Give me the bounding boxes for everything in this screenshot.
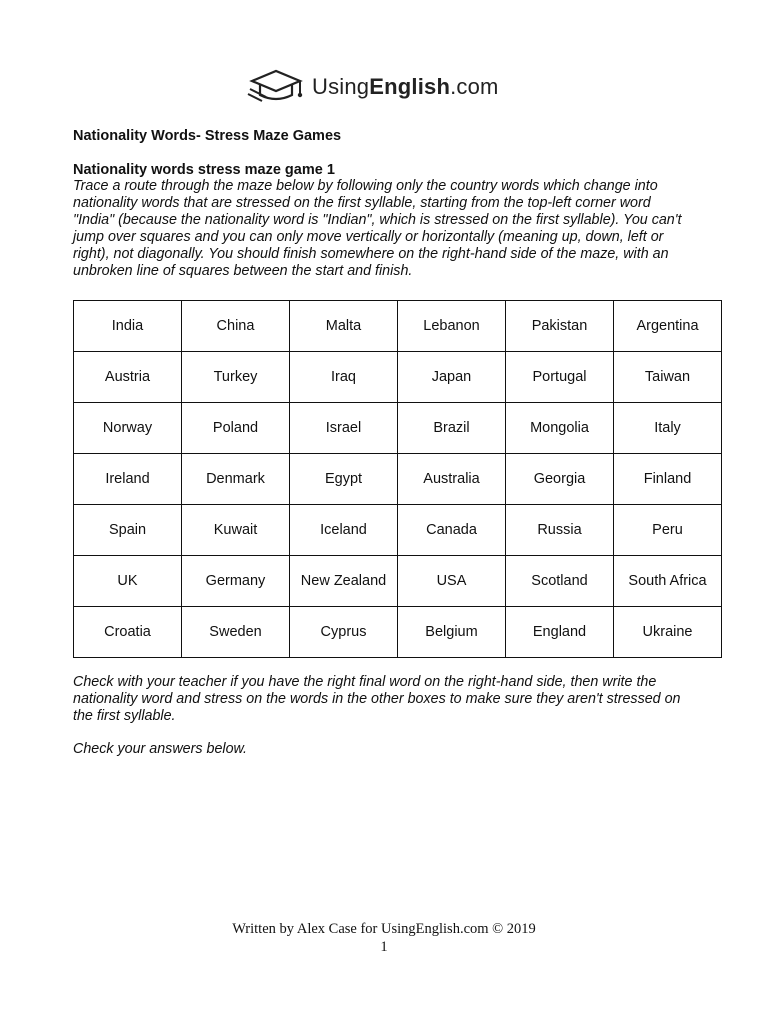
document-title: Nationality Words- Stress Maze Games xyxy=(73,128,342,144)
site-logo xyxy=(246,64,536,110)
maze-cell: Germany xyxy=(182,556,290,607)
maze-cell: Russia xyxy=(506,505,614,556)
maze-cell: Pakistan xyxy=(506,301,614,352)
follow-up-instructions xyxy=(73,674,695,758)
maze-cell: Peru xyxy=(614,505,722,556)
maze-cell: Iraq xyxy=(290,352,398,403)
document-header xyxy=(73,128,695,280)
maze-cell: Argentina xyxy=(614,301,722,352)
page-footer xyxy=(0,920,768,956)
check-teacher-text: Check with your teacher if you have the right final word on the right-hand side, then write the nationality word and stress on the words in the other boxes to make sure they aren't stressed on the first syllable. xyxy=(73,674,681,724)
maze-cell: Israel xyxy=(290,403,398,454)
maze-row xyxy=(74,505,722,556)
maze-cell: Croatia xyxy=(74,607,182,658)
maze-cell: England xyxy=(506,607,614,658)
maze-cell: Spain xyxy=(74,505,182,556)
maze-cell: Australia xyxy=(398,454,506,505)
game-title: Nationality words stress maze game 1 xyxy=(73,162,335,178)
maze-cell: India xyxy=(74,301,182,352)
check-answers-text: Check your answers below. xyxy=(73,741,248,757)
instructions-text: Trace a route through the maze below by following only the country words which change into nationality words that are stressed on the first syllable, starting from the top-left corner word "India" (because the nationality word is "Indian", which is stressed on the first syllable). You can't jump over squares and you can only move vertically or horizontally (meaning up, down, left or right), not diagonally. You should finish somewhere on the right-hand side of the maze, with an unbroken line of squares between the start and finish. xyxy=(73,178,682,279)
maze-row xyxy=(74,556,722,607)
maze-cell: Poland xyxy=(182,403,290,454)
logo-text: UsingEnglish.com xyxy=(312,74,499,99)
maze-cell: Belgium xyxy=(398,607,506,658)
maze-cell: China xyxy=(182,301,290,352)
maze-cell: Ireland xyxy=(74,454,182,505)
maze-row xyxy=(74,403,722,454)
maze-cell: Egypt xyxy=(290,454,398,505)
maze-row xyxy=(74,301,722,352)
maze-cell: Sweden xyxy=(182,607,290,658)
graduation-cap-icon xyxy=(246,67,306,107)
maze-cell: Norway xyxy=(74,403,182,454)
maze-cell: Ukraine xyxy=(614,607,722,658)
page-number: 1 xyxy=(380,939,388,955)
maze-row xyxy=(74,607,722,658)
maze-cell: Turkey xyxy=(182,352,290,403)
author-credit: Written by Alex Case for UsingEnglish.com © 2019 xyxy=(232,921,536,937)
stress-maze-table xyxy=(73,300,722,658)
maze-cell: Denmark xyxy=(182,454,290,505)
maze-cell: Kuwait xyxy=(182,505,290,556)
maze-cell: Cyprus xyxy=(290,607,398,658)
maze-cell: Mongolia xyxy=(506,403,614,454)
maze-cell: Portugal xyxy=(506,352,614,403)
maze-cell: Brazil xyxy=(398,403,506,454)
maze-cell: Italy xyxy=(614,403,722,454)
maze-row xyxy=(74,352,722,403)
maze-cell: Malta xyxy=(290,301,398,352)
maze-cell: Iceland xyxy=(290,505,398,556)
maze-row xyxy=(74,454,722,505)
maze-cell: USA xyxy=(398,556,506,607)
maze-cell: Finland xyxy=(614,454,722,505)
maze-cell: UK xyxy=(74,556,182,607)
maze-cell: South Africa xyxy=(614,556,722,607)
maze-cell: Georgia xyxy=(506,454,614,505)
maze-cell: Lebanon xyxy=(398,301,506,352)
maze-cell: Canada xyxy=(398,505,506,556)
maze-cell: Japan xyxy=(398,352,506,403)
maze-cell: Taiwan xyxy=(614,352,722,403)
maze-cell: Scotland xyxy=(506,556,614,607)
maze-cell: New Zealand xyxy=(290,556,398,607)
maze-cell: Austria xyxy=(74,352,182,403)
